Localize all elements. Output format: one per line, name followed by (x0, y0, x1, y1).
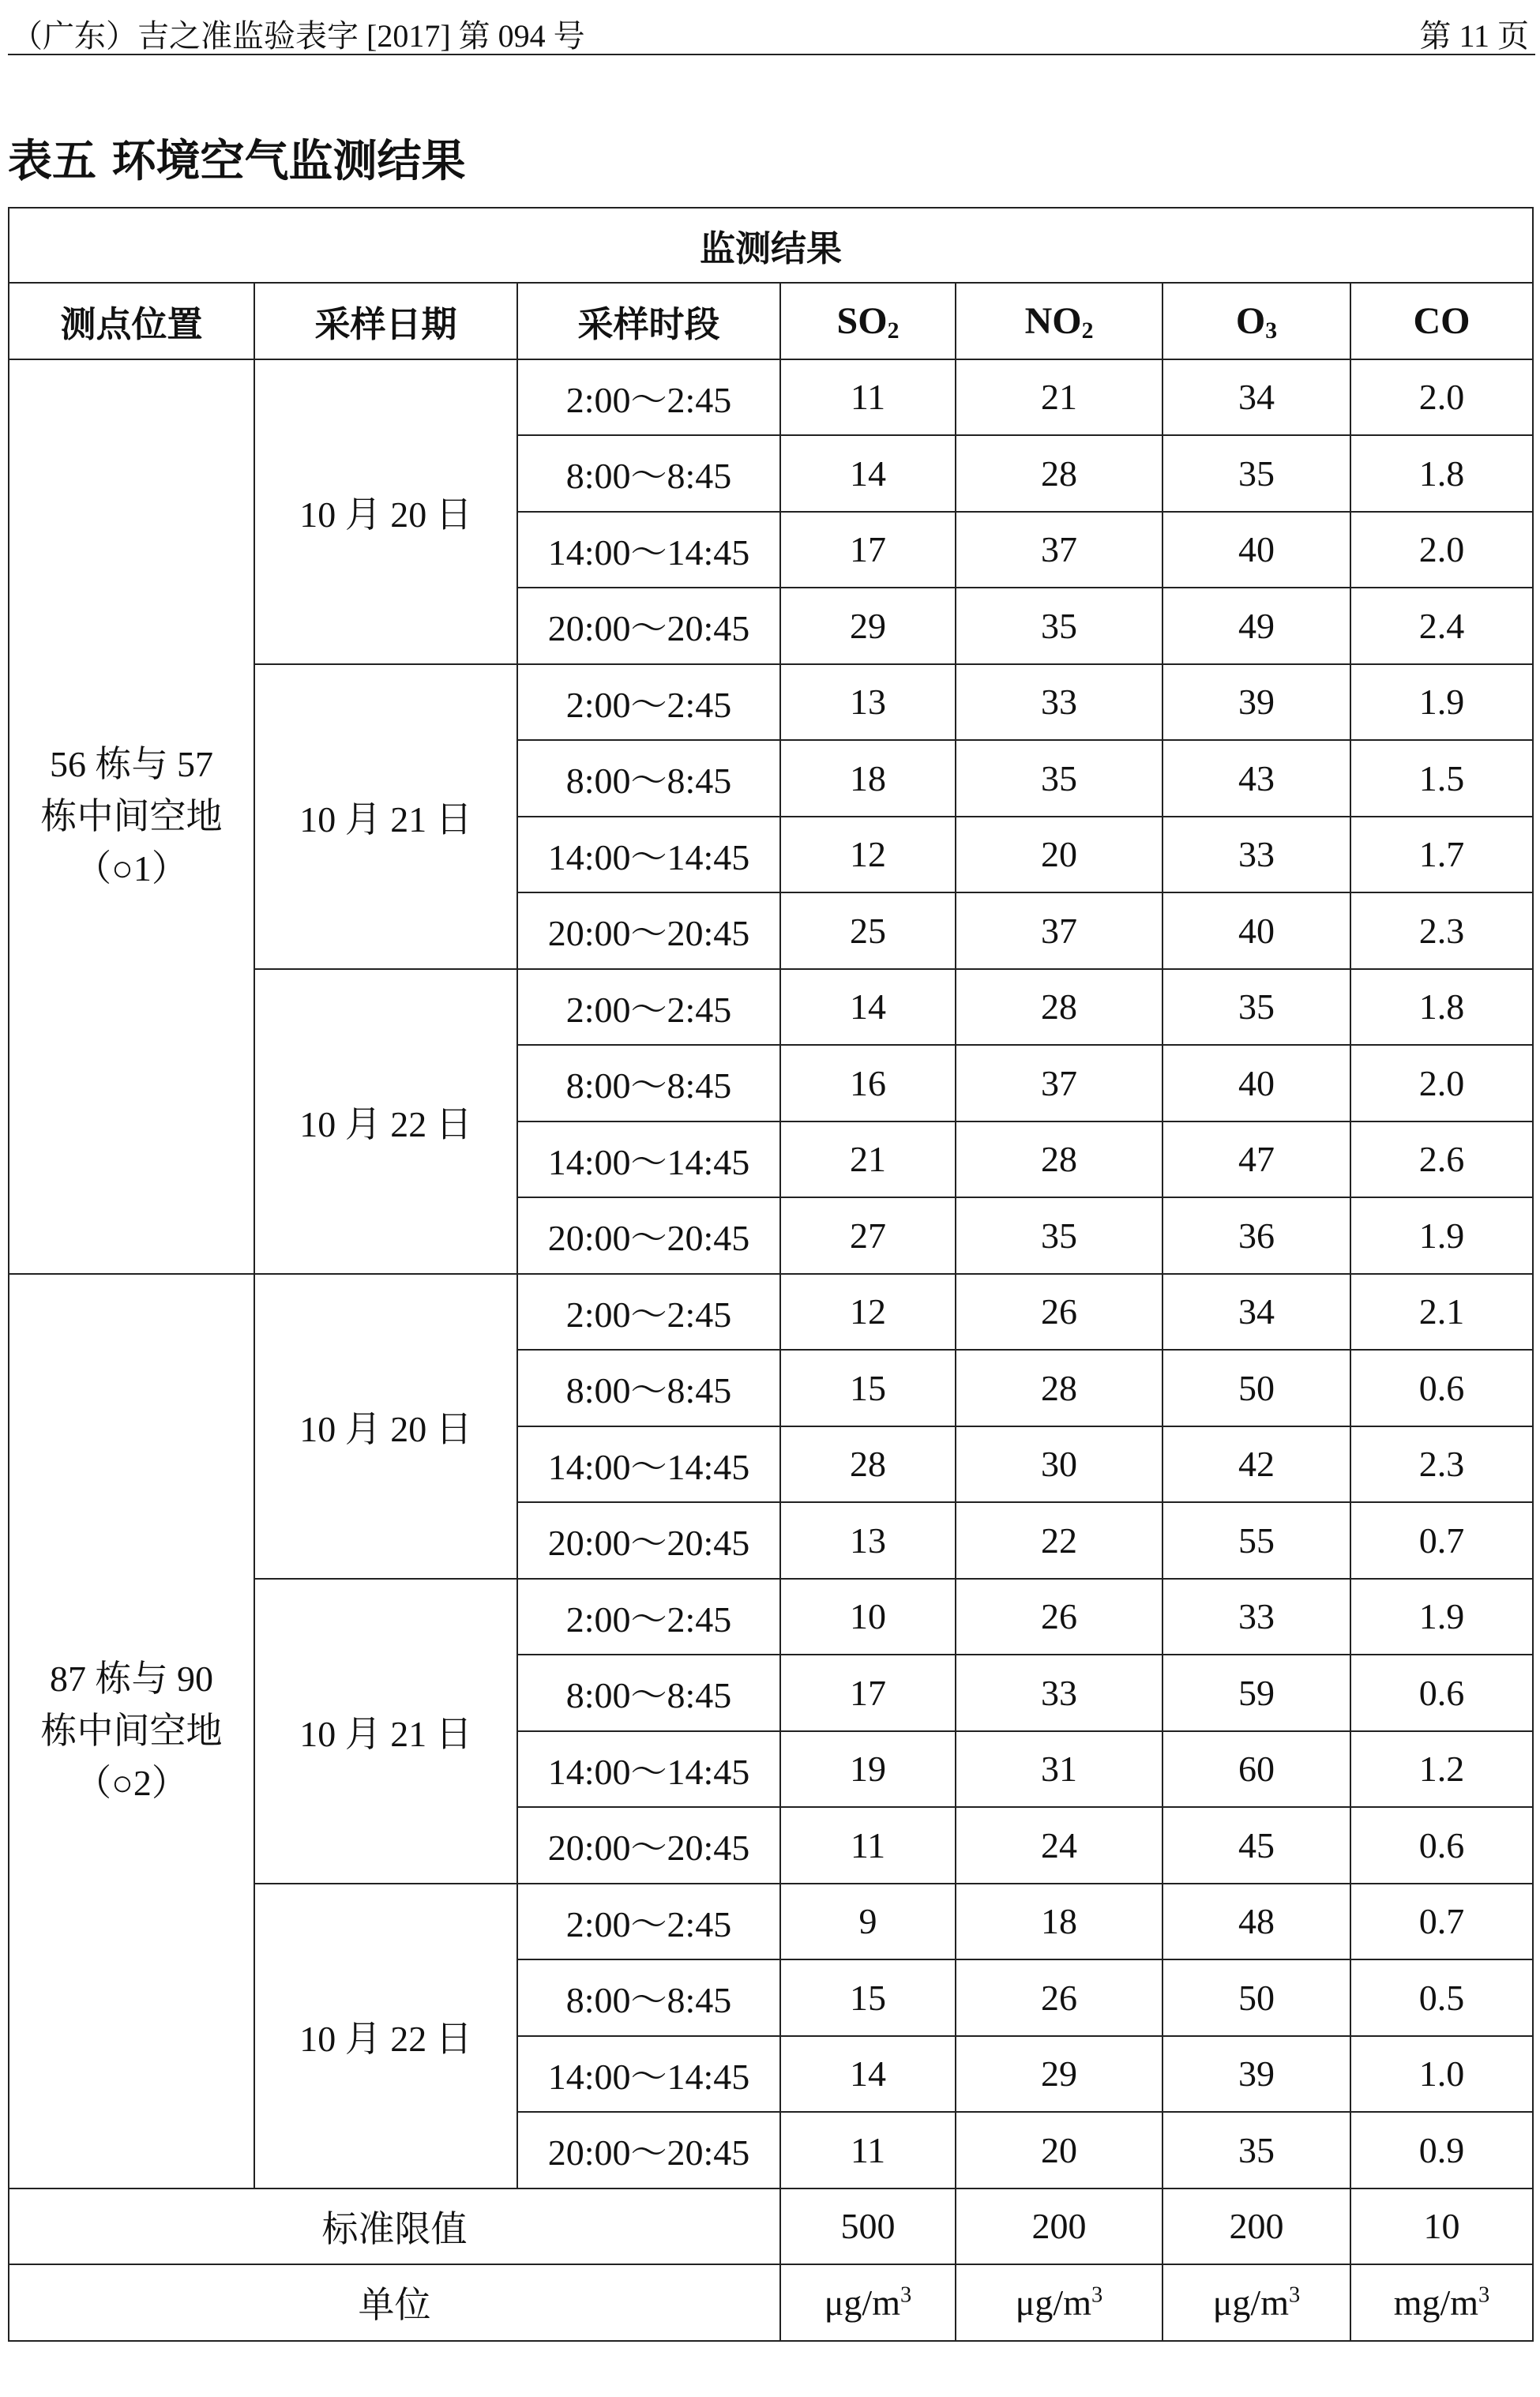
no2-cell: 29 (956, 2036, 1163, 2113)
so2-cell: 12 (780, 817, 956, 893)
period-cell: 8:00～8:45 (517, 435, 780, 512)
period-cell: 2:00～2:45 (517, 1884, 780, 1960)
o3-cell: 39 (1163, 664, 1350, 741)
so2-cell: 28 (780, 1426, 956, 1503)
o3-cell: 42 (1163, 1426, 1350, 1503)
period-cell: 2:00～2:45 (517, 1274, 780, 1351)
so2-cell: 10 (780, 1579, 956, 1655)
so2-cell: 16 (780, 1045, 956, 1121)
no2-cell: 37 (956, 892, 1163, 969)
col-header-so2: $SO_2$ (780, 283, 956, 359)
co-cell: 2.4 (1350, 588, 1533, 664)
period-cell: 14:00～14:45 (517, 512, 780, 588)
co-cell: 2.1 (1350, 1274, 1533, 1351)
period-cell: 2:00～2:45 (517, 1579, 780, 1655)
no2-cell: 28 (956, 1350, 1163, 1426)
period-cell: 2:00～2:45 (517, 664, 780, 741)
unit-row (9, 2264, 1533, 2341)
co-cell: 1.7 (1350, 817, 1533, 893)
co-cell: 0.6 (1350, 1655, 1533, 1731)
so2-cell: 27 (780, 1197, 956, 1274)
so2-cell: 14 (780, 2036, 956, 2113)
period-cell: 20:00～20:45 (517, 1807, 780, 1884)
co-cell: 0.5 (1350, 1959, 1533, 2036)
period-cell: 20:00～20:45 (517, 892, 780, 969)
o3-cell: 40 (1163, 512, 1350, 588)
no2-cell: 28 (956, 969, 1163, 1046)
unit-label: 单位 (9, 2264, 780, 2341)
so2-cell: 15 (780, 1959, 956, 2036)
no2-cell: 33 (956, 1655, 1163, 1731)
no2-cell: 31 (956, 1731, 1163, 1808)
so2-cell: 17 (780, 512, 956, 588)
period-cell: 14:00～14:45 (517, 817, 780, 893)
period-cell: 14:00～14:45 (517, 1426, 780, 1503)
so2-cell: 11 (780, 2112, 956, 2188)
location-line: （○2） (75, 1762, 188, 1803)
date-cell: 10 月 20 日 (254, 1274, 517, 1579)
co-cell: 0.6 (1350, 1807, 1533, 1884)
date-cell: 10 月 22 日 (254, 1884, 517, 2188)
co-cell: 1.8 (1350, 435, 1533, 512)
monitoring-results-header: 监测结果 (9, 208, 1533, 283)
o3-cell: 50 (1163, 1350, 1350, 1426)
unit-o3: $\mu g/m^3$ (1163, 2264, 1350, 2341)
date-cell: 10 月 22 日 (254, 969, 517, 1274)
o3-cell: 49 (1163, 588, 1350, 664)
location-line: 栋中间空地 (40, 795, 223, 836)
so2-cell: 14 (780, 435, 956, 512)
no2-cell: 20 (956, 2112, 1163, 2188)
no2-cell: 37 (956, 1045, 1163, 1121)
o3-cell: 33 (1163, 1579, 1350, 1655)
co-cell: 1.2 (1350, 1731, 1533, 1808)
no2-cell: 18 (956, 1884, 1163, 1960)
no2-cell: 35 (956, 1197, 1163, 1274)
so2-cell: 14 (780, 969, 956, 1046)
location-cell (9, 359, 254, 1274)
so2-cell: 17 (780, 1655, 956, 1731)
co-cell: 1.5 (1350, 740, 1533, 817)
o3-cell: 34 (1163, 1274, 1350, 1351)
o3-cell: 59 (1163, 1655, 1350, 1731)
o3-cell: 33 (1163, 817, 1350, 893)
col-header-o3: $O_3$ (1163, 283, 1350, 359)
period-cell: 8:00～8:45 (517, 1959, 780, 2036)
no2-cell: 24 (956, 1807, 1163, 1884)
location-line: 87 栋与 90 (50, 1658, 213, 1699)
date-cell: 10 月 21 日 (254, 1579, 517, 1884)
o3-cell: 40 (1163, 892, 1350, 969)
period-cell: 14:00～14:45 (517, 2036, 780, 2113)
period-cell: 2:00～2:45 (517, 359, 780, 436)
period-cell: 14:00～14:45 (517, 1121, 780, 1198)
limit-o3: 200 (1163, 2188, 1350, 2265)
location-line: （○1） (75, 847, 188, 889)
so2-cell: 12 (780, 1274, 956, 1351)
table-title: 表五 环境空气监测结果 (8, 136, 466, 187)
no2-cell: 33 (956, 664, 1163, 741)
air-monitoring-table (8, 207, 1534, 2342)
o3-cell: 35 (1163, 2112, 1350, 2188)
no2-cell: 28 (956, 1121, 1163, 1198)
no2-cell: 26 (956, 1579, 1163, 1655)
o3-cell: 47 (1163, 1121, 1350, 1198)
period-cell: 20:00～20:45 (517, 588, 780, 664)
location-line: 56 栋与 57 (50, 743, 213, 784)
co-cell: 0.7 (1350, 1502, 1533, 1579)
table-body (9, 359, 1533, 2188)
co-cell: 2.3 (1350, 1426, 1533, 1503)
unit-co: $mg/m^3$ (1350, 2264, 1533, 2341)
so2-cell: 21 (780, 1121, 956, 1198)
no2-cell: 26 (956, 1959, 1163, 2036)
table-container (8, 207, 1534, 2342)
no2-cell: 35 (956, 588, 1163, 664)
so2-cell: 19 (780, 1731, 956, 1808)
header-divider (8, 54, 1535, 55)
so2-cell: 29 (780, 588, 956, 664)
co-cell: 1.8 (1350, 969, 1533, 1046)
o3-cell: 50 (1163, 1959, 1350, 2036)
o3-cell: 35 (1163, 969, 1350, 1046)
col-header-date: 采样日期 (254, 283, 517, 359)
o3-cell: 60 (1163, 1731, 1350, 1808)
o3-cell: 34 (1163, 359, 1350, 436)
period-cell: 8:00～8:45 (517, 740, 780, 817)
o3-cell: 45 (1163, 1807, 1350, 1884)
period-cell: 2:00～2:45 (517, 969, 780, 1046)
no2-cell: 37 (956, 512, 1163, 588)
co-cell: 1.0 (1350, 2036, 1533, 2113)
o3-cell: 55 (1163, 1502, 1350, 1579)
period-cell: 20:00～20:45 (517, 1197, 780, 1274)
no2-cell: 26 (956, 1274, 1163, 1351)
no2-cell: 30 (956, 1426, 1163, 1503)
co-cell: 1.9 (1350, 1579, 1533, 1655)
so2-cell: 25 (780, 892, 956, 969)
period-cell: 8:00～8:45 (517, 1350, 780, 1426)
table-row (9, 359, 1533, 436)
period-cell: 14:00～14:45 (517, 1731, 780, 1808)
no2-cell: 35 (956, 740, 1163, 817)
co-cell: 2.0 (1350, 512, 1533, 588)
unit-so2: $\mu g/m^3$ (780, 2264, 956, 2341)
col-header-co: CO (1350, 283, 1533, 359)
no2-cell: 20 (956, 817, 1163, 893)
o3-cell: 40 (1163, 1045, 1350, 1121)
period-cell: 20:00～20:45 (517, 2112, 780, 2188)
no2-cell: 22 (956, 1502, 1163, 1579)
location-cell (9, 1274, 254, 2188)
unit-no2: $\mu g/m^3$ (956, 2264, 1163, 2341)
limit-label: 标准限值 (9, 2188, 780, 2265)
period-cell: 8:00～8:45 (517, 1655, 780, 1731)
period-cell: 8:00～8:45 (517, 1045, 780, 1121)
co-cell: 2.0 (1350, 359, 1533, 436)
so2-cell: 9 (780, 1884, 956, 1960)
co-cell: 2.0 (1350, 1045, 1533, 1121)
co-cell: 0.6 (1350, 1350, 1533, 1426)
so2-cell: 13 (780, 1502, 956, 1579)
so2-cell: 13 (780, 664, 956, 741)
no2-cell: 28 (956, 435, 1163, 512)
co-cell: 2.6 (1350, 1121, 1533, 1198)
co-cell: 2.3 (1350, 892, 1533, 969)
table-row (9, 1274, 1533, 1351)
report-number: （广东）吉之准监验表字 [2017] 第 094 号 (11, 18, 585, 54)
limit-co: 10 (1350, 2188, 1533, 2265)
co-cell: 0.7 (1350, 1884, 1533, 1960)
no2-cell: 21 (956, 359, 1163, 436)
col-header-period: 采样时段 (517, 283, 780, 359)
column-header-row (9, 283, 1533, 359)
period-cell: 20:00～20:45 (517, 1502, 780, 1579)
so2-cell: 15 (780, 1350, 956, 1426)
so2-cell: 11 (780, 359, 956, 436)
limit-so2: 500 (780, 2188, 956, 2265)
o3-cell: 36 (1163, 1197, 1350, 1274)
o3-cell: 43 (1163, 740, 1350, 817)
page-number: 第 11 页 (1419, 18, 1529, 54)
so2-cell: 11 (780, 1807, 956, 1884)
co-cell: 1.9 (1350, 1197, 1533, 1274)
limit-row (9, 2188, 1533, 2265)
table-top-header-row (9, 208, 1533, 283)
so2-cell: 18 (780, 740, 956, 817)
o3-cell: 48 (1163, 1884, 1350, 1960)
limit-no2: 200 (956, 2188, 1163, 2265)
co-cell: 0.9 (1350, 2112, 1533, 2188)
location-line: 栋中间空地 (40, 1710, 223, 1751)
co-cell: 1.9 (1350, 664, 1533, 741)
date-cell: 10 月 21 日 (254, 664, 517, 969)
o3-cell: 35 (1163, 435, 1350, 512)
col-header-no2: $NO_2$ (956, 283, 1163, 359)
o3-cell: 39 (1163, 2036, 1350, 2113)
col-header-location: 测点位置 (9, 283, 254, 359)
date-cell: 10 月 20 日 (254, 359, 517, 664)
